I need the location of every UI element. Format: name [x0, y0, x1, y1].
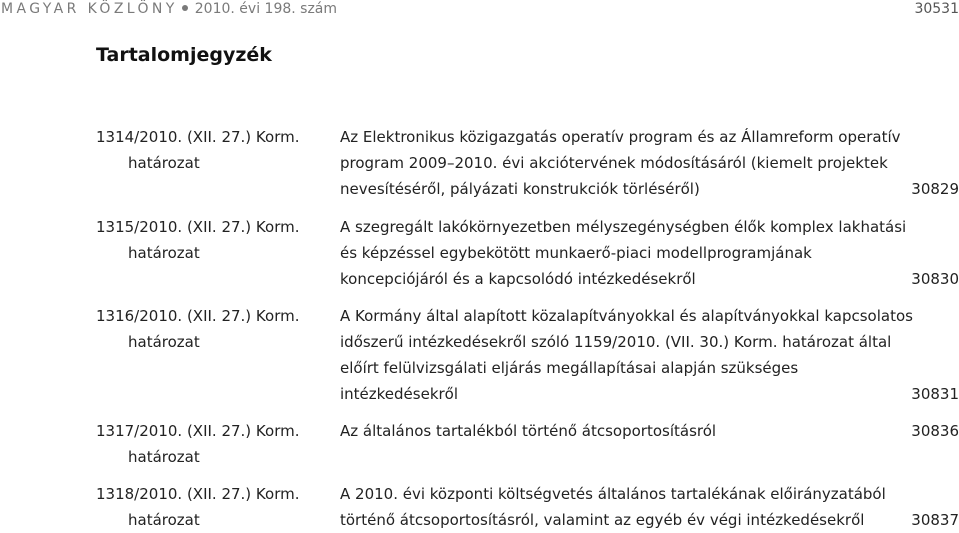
reference-number: 1315/2010. (XII. 27.) Korm.: [96, 218, 300, 236]
page-title: Tartalomjegyzék: [96, 44, 272, 66]
publication-name: MAGYAR KÖZLÖNY: [1, 1, 178, 17]
entry-page-number: 30837: [911, 511, 959, 529]
issue-label: 2010. évi 198. szám: [194, 1, 338, 17]
reference-number: 1318/2010. (XII. 27.) Korm.: [96, 485, 300, 503]
description-line: időszerű intézkedésekről szóló 1159/2010. (VII. 30.) Korm. határozat által: [340, 333, 892, 351]
reference-type: határozat: [128, 244, 200, 262]
reference-type: határozat: [128, 511, 200, 529]
page-header: [0, 0, 959, 20]
entry-page-number: 30831: [911, 385, 959, 403]
entry-description: [340, 124, 900, 202]
reference-number: 1314/2010. (XII. 27.) Korm.: [96, 128, 300, 146]
description-line: Az általános tartalékból történő átcsoportosításról: [340, 422, 717, 440]
description-line: A szegregált lakókörnyezetben mélyszegénységben élők komplex lakhatási: [340, 218, 907, 236]
description-line: A 2010. évi központi költségvetés általános tartalékának előirányzatából: [340, 485, 886, 503]
entry-reference: [96, 418, 306, 470]
description-line: történő átcsoportosításról, valamint az egyéb év végi intézkedésekről: [340, 511, 865, 529]
entry-reference: [96, 214, 306, 266]
bullet-icon: [182, 5, 188, 11]
publication-line: [1, 0, 337, 18]
entry-description: [340, 481, 900, 533]
entry-description: [340, 214, 907, 292]
reference-number: 1316/2010. (XII. 27.) Korm.: [96, 307, 300, 325]
description-line: program 2009–2010. évi akciótervének módosításáról (kiemelt projektek: [340, 154, 888, 172]
page-number: 30531: [914, 1, 959, 17]
reference-type: határozat: [128, 333, 200, 351]
entry-page-number: 30836: [911, 422, 959, 440]
entry-reference: [96, 124, 306, 176]
reference-number: 1317/2010. (XII. 27.) Korm.: [96, 422, 300, 440]
description-line: intézkedésekről: [340, 385, 459, 403]
reference-type: határozat: [128, 448, 200, 466]
entry-description: [340, 418, 900, 444]
entry-page-number: 30829: [911, 180, 959, 198]
description-line: Az Elektronikus közigazgatás operatív program és az Államreform operatív: [340, 128, 901, 146]
description-line: és képzéssel egybekötött munkaerő-piaci modellprogramjának: [340, 244, 812, 262]
description-line: nevesítéséről, pályázati konstrukciók törléséről): [340, 180, 700, 198]
description-line: A Kormány által alapított közalapítványokkal és alapítványokkal kapcsolatos: [340, 307, 913, 325]
description-line: koncepciójáról és a kapcsolódó intézkedésekről: [340, 270, 696, 288]
entry-description: [340, 303, 913, 407]
entry-reference: [96, 303, 306, 355]
entry-page-number: 30830: [911, 270, 959, 288]
reference-type: határozat: [128, 154, 200, 172]
entry-reference: [96, 481, 306, 533]
description-line: előírt felülvizsgálati eljárás megállapításai alapján szükséges: [340, 359, 799, 377]
